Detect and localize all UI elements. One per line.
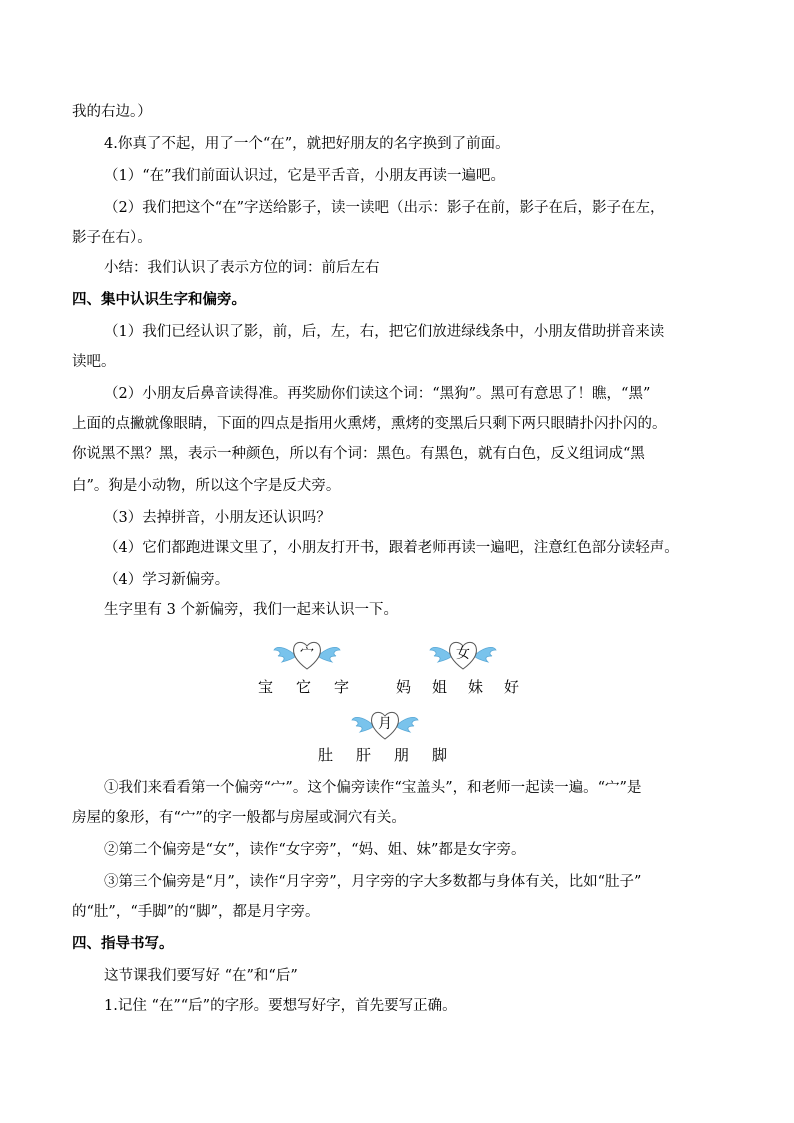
text-line-8: （1）我们已经认识了影，前，后，左，右，把它们放进绿线条中，小朋友借助拼音来读 — [104, 324, 665, 340]
section-heading-2: 四、指导书写。 — [72, 936, 174, 952]
text-line-17: 生字里有 3 个新偏旁，我们一起来认识一下。 — [104, 602, 398, 618]
text-line-2: 4.你真了不起，用了一个“在”，就把好朋友的名字换到了前面。 — [104, 136, 510, 152]
text-line-19: 房屋的象形，有“宀”的字一般都与房屋或洞穴有关。 — [72, 810, 406, 826]
char: 朋 — [394, 746, 410, 764]
char: 妹 — [468, 678, 484, 696]
text-line-12: 你说黑不黑？黑，表示一种颜色，所以有个词：黑色。有黑色，就有白色，反义组词成“黑 — [72, 446, 645, 462]
radical-1-chars — [258, 676, 372, 697]
text-line-13: 白”。狗是小动物，所以这个字是反犬旁。 — [72, 478, 341, 494]
summary-line: 小结：我们认识了表示方位的词：前后左右 — [104, 260, 380, 276]
text-line-24: 这节课我们要写好 “在”和“后” — [104, 968, 298, 984]
radical-2-chars — [396, 676, 540, 697]
radical-heart-2 — [428, 636, 498, 676]
char: 好 — [504, 678, 520, 696]
text-line-21: ③第三个偏旁是“月”，读作“月字旁”，月字旁的字大多数都与身体有关，比如“肚子” — [104, 874, 642, 890]
winged-heart-icon — [428, 636, 498, 672]
text-line-16: （4）学习新偏旁。 — [104, 572, 230, 588]
radical-label: 月 — [378, 716, 392, 732]
char: 肝 — [356, 746, 372, 764]
char: 脚 — [432, 746, 448, 764]
text-line-15: （4）它们都跑进课文里了，小朋友打开书，跟着老师再读一遍吧，注意红色部分读轻声。 — [104, 540, 679, 556]
char: 字 — [334, 678, 350, 696]
text-line-22: 的“肚”，“手脚”的“脚”，都是月字旁。 — [72, 904, 320, 920]
radical-heart-1 — [272, 636, 342, 676]
text-line-25: 1.记住 “在”“后”的字形。要想写好字，首先要写正确。 — [104, 998, 457, 1014]
text-line-4: （2）我们把这个“在”字送给影子，读一读吧（出示：影子在前，影子在后，影子在左， — [104, 200, 665, 216]
radical-3-chars — [318, 744, 470, 765]
winged-heart-icon — [350, 706, 420, 742]
text-line-3: （1）“在”我们前面认识过，它是平舌音，小朋友再读一遍吧。 — [104, 168, 506, 184]
char: 宝 — [258, 678, 274, 696]
char: 它 — [296, 678, 312, 696]
text-line-14: （3）去掉拼音，小朋友还认识吗？ — [104, 510, 331, 526]
radical-heart-3 — [350, 706, 420, 746]
text-line-18: ①我们来看看第一个偏旁“宀”。这个偏旁读作“宝盖头”，和老师一起读一遍。“宀”是 — [104, 780, 642, 796]
text-line-11: 上面的点撇就像眼睛，下面的四点是指用火熏烤，熏烤的变黑后只剩下两只眼睛扑闪扑闪的。 — [72, 416, 667, 432]
radical-label: 宀 — [300, 646, 314, 662]
text-line-5: 影子在右）。 — [72, 230, 152, 246]
char: 妈 — [396, 678, 412, 696]
char: 肚 — [318, 746, 334, 764]
text-line-1: 我的右边。） — [72, 104, 152, 120]
char: 姐 — [432, 678, 448, 696]
text-line-9: 读吧。 — [72, 354, 116, 370]
text-line-20: ②第二个偏旁是“女”，读作“女字旁”，“妈、姐、妹”都是女字旁。 — [104, 842, 526, 858]
winged-heart-icon — [272, 636, 342, 672]
text-line-10: （2）小朋友后鼻音读得准。再奖励你们读这个词：“黑狗”。黑可有意思了！瞧，“黑” — [104, 386, 651, 402]
section-heading-1: 四、集中认识生字和偏旁。 — [72, 292, 246, 308]
radical-label: 女 — [456, 646, 470, 662]
